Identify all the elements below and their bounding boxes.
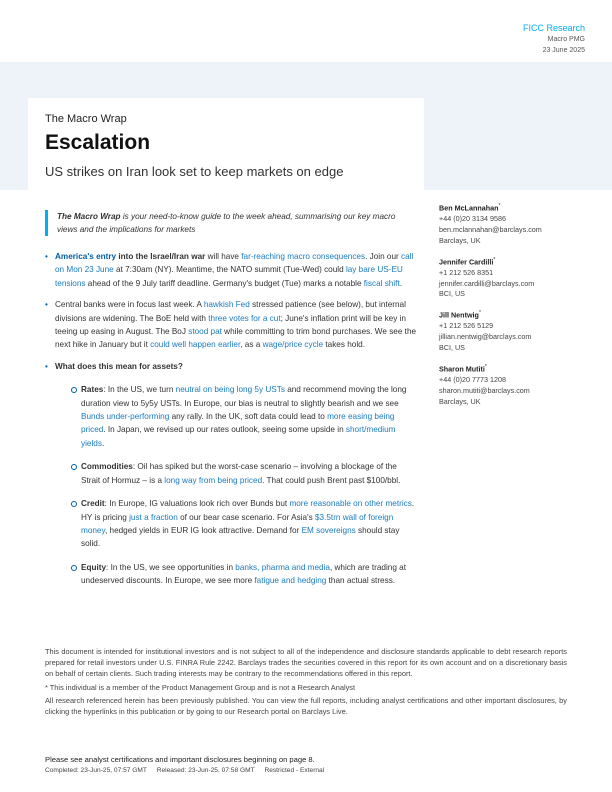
analyst-mark: * [484,363,487,370]
body-text: : Oil has spiked but the worst-case scenario – involving a blockage of the Strait of Hormuz – is a [81,462,397,485]
asset-label: Commodities [81,462,133,472]
analyst-mark: * [493,256,496,263]
body-text: stressed patience (see below), but internal divisions are widening. The BoE held with [55,300,406,323]
analyst-card [439,201,589,247]
analyst-firm: Barclays, UK [439,235,481,245]
analyst-name-text: Sharon Mutiti [439,364,485,374]
link-neutral-5y[interactable]: neutral on being long 5y USTs [175,385,285,395]
analyst-email[interactable]: jennifer.cardilli@barclays.com [439,278,535,288]
body-text: : In the US, we see opportunities in [106,562,236,572]
body-text: should stay solid. [81,525,400,549]
body-text: at 7:30am (NY). Meantime, the NATO summit (Tue-Wed) could [113,265,346,275]
asset-item-credit [71,497,417,551]
body-text: . HY is pricing [81,499,415,522]
body-text: and recommend moving the long duration view to 5y5y USTs. In Europe, our bias is neutral to slightly bearish and we see [81,385,407,408]
body-text: Central banks were in focus last week. A [55,300,204,310]
asset-label: Credit [81,499,105,509]
link-hawkish-fed[interactable]: hawkish Fed [203,300,250,310]
disclaimer [45,646,567,719]
analyst-name [439,255,589,268]
asset-item-equity [71,561,417,588]
link-us-eu-tensions[interactable]: lay bare US-EU tensions [55,265,403,288]
body-text: . Join our [365,252,402,261]
classification: Restricted - External [264,767,325,774]
asset-label: Equity [81,562,107,572]
analyst-firm: Barclays, UK [439,396,481,406]
analyst-name-text: Jennifer Cardilli [439,256,494,266]
body-text: : In the US, we turn [103,385,176,395]
body-text: any rally. In the UK, soft data could lead to [169,412,328,422]
completed-time: Completed: 23-Jun-25, 07:57 GMT [45,767,147,774]
body-text: . In Japan, we revised up our rates outlook, seeing some upside in [103,425,346,435]
asset-item-commodities [71,460,417,487]
link-wall-of-money[interactable]: $3.5trn wall of foreign money [81,512,394,535]
body-text: . That could push Brent past $100/bbl. [262,475,401,485]
body-text: , which are trading at undeserved discounts. In Europe, we see more [81,562,406,586]
footer [45,767,332,774]
analyst-list [439,201,589,415]
link-fraction[interactable]: just a fraction [129,512,178,522]
bullet-central-banks [45,298,417,352]
link-em-sovereigns[interactable]: EM sovereigns [301,525,356,535]
page-subtitle: US strikes on Iran look set to keep markets on edge [45,164,344,179]
body-text: : In Europe, IG valuations look rich over Bunds but [104,499,290,509]
analyst-card [439,308,589,354]
link-wage-price-cycle[interactable]: wage/price cycle [262,340,324,350]
link-macro-consequences[interactable]: far-reaching macro consequences [241,252,366,261]
analyst-name [439,362,589,375]
analyst-firm: BCI, US [439,342,465,352]
body-text: of our bear case scenario. For Asia's [177,512,315,522]
body-text: , hedged yields in EUR IG look attractive. Demand for [104,525,302,535]
link-fiscal-shift[interactable]: fiscal shift [363,278,400,288]
asset-label: Rates [81,385,104,395]
bullet-assets [45,360,417,588]
analyst-name [439,201,589,214]
asset-list [55,383,417,587]
body-text: . [399,278,403,288]
analyst-name-text: Ben McLannahan [439,203,499,213]
disclosures-note: Please see analyst certifications and important disclosures beginning on page 8. [45,755,315,764]
analyst-phone: +1 212 526 8351 [439,267,494,277]
report-date: 23 June 2025 [542,47,585,54]
body-text: takes hold. [323,340,365,350]
analyst-phone: +44 (0)20 7773 1208 [439,374,506,384]
report-meta [523,22,585,56]
analyst-card [439,362,589,408]
analyst-name [439,308,589,321]
link-long-way[interactable]: long way from being priced [164,475,263,485]
bold-text: into the Israel/Iran war [116,252,206,261]
series-name: The Macro Wrap [45,113,127,125]
analyst-email[interactable]: jillian.nentwig@barclays.com [439,332,532,342]
link-more-easing[interactable]: more easing being priced [81,412,395,435]
body-text: will have [205,252,242,261]
analyst-phone: +1 212 526 5129 [439,321,494,331]
bullet-geopolitics [45,250,417,290]
body-text: , as a [240,340,263,350]
link-short-medium[interactable]: short/medium yields [81,425,396,448]
asset-item-rates [71,383,417,450]
department: FICC Research [522,23,585,33]
intro-callout [45,210,415,236]
body-text: than actual stress. [326,576,396,586]
main-body [45,250,417,598]
intro-brand: The Macro Wrap [57,212,121,221]
link-call[interactable]: call on Mon 23 June [55,252,414,275]
disclaimer-institutional: This document is intended for institutional investors and is not subject to all of the independence and disclosure standards applicable to debt research reports prepared for retail investors under U.S. FINRA Rule 2242. Barclays trades the securities covered in this report for its own account and on a discretionary basis on behalf of certain clients. Such trading interests may be contrary to the recommendations offered in this report. [45,647,567,679]
link-banks-pharma[interactable]: banks, pharma and media [235,562,330,572]
analyst-card [439,255,589,301]
analyst-firm: BCI, US [439,289,465,299]
link-fatigue[interactable]: fatigue and hedging [254,576,327,586]
disclaimer-pmg-note: * This individual is a member of the Product Management Group and is not a Research Analyst [45,682,356,692]
body-text: ahead of the 9 July tariff deadline. Germany's budget (Tue) marks a notable [85,278,364,288]
analyst-name-text: Jill Nentwig [439,310,479,320]
analyst-mark: * [478,310,481,317]
subdepartment: Macro PMG [547,36,585,43]
link-americas-entry[interactable]: America's entry [55,252,117,261]
body-text: while committing to trim bond purchases. We see the next hike in January but it [55,327,417,350]
link-bunds[interactable]: Bunds under-performing [81,412,170,422]
body-text: . [101,438,105,448]
disclaimer-research: All research referenced herein has been previously published. You can view the full reports, including analyst certifications and other important disclosures, by clicking the hyperlinks in this publication or by going to our Research portal on Barclays Live. [45,695,567,717]
link-happen-earlier[interactable]: could well happen earlier [150,340,241,350]
link-reasonable[interactable]: more reasonable on other metrics [289,499,412,509]
link-three-votes[interactable]: three votes for a cut [208,313,281,323]
assets-question: What does this mean for assets? [55,361,183,371]
released-time: Released: 23-Jun-25, 07:58 GMT [156,767,255,774]
analyst-email[interactable]: ben.mclannahan@barclays.com [439,224,542,234]
analyst-phone: +44 (0)20 3134 9586 [439,214,506,224]
page-title: Escalation [45,131,151,154]
intro-text: is your need-to-know guide to the week ahead, summarising our key macro views and the implications for markets [57,212,396,234]
body-text: ; June's inflation print will be key in teeing up easing in August. The BoJ [55,313,406,337]
analyst-email[interactable]: sharon.mutiti@barclays.com [439,385,530,395]
analyst-mark: * [498,203,501,209]
link-stood-pat[interactable]: stood pat [188,327,222,337]
